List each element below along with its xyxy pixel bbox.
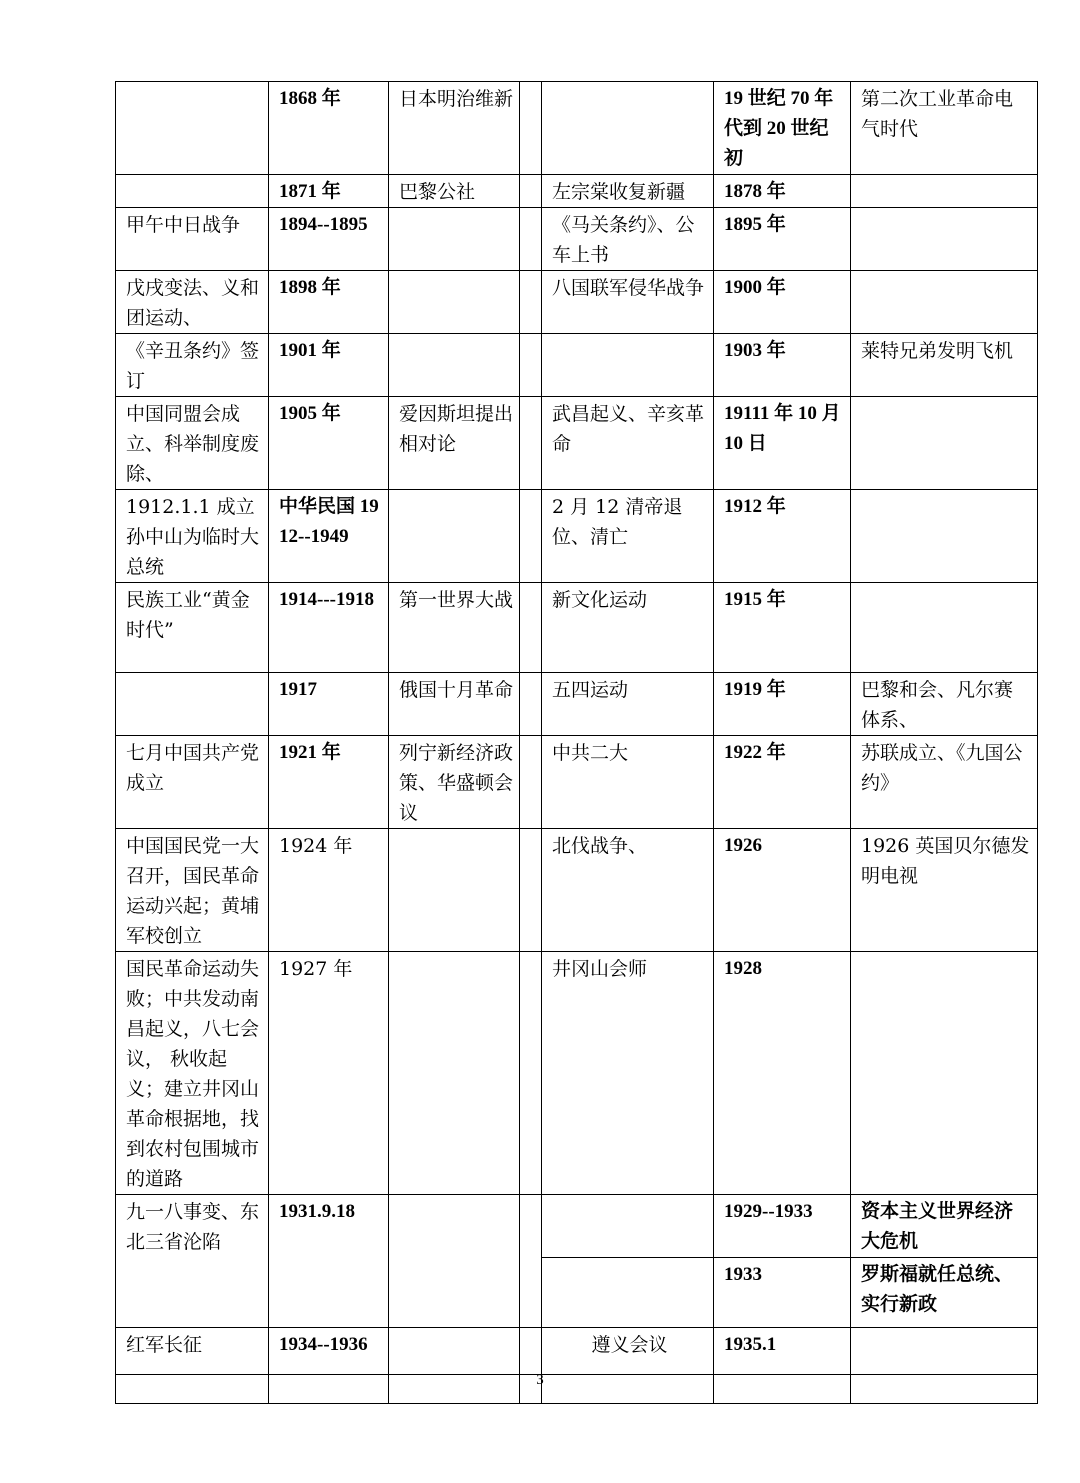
table-cell [851, 583, 1038, 673]
table-row [116, 736, 1038, 829]
table-cell [520, 736, 542, 829]
table-cell: 1934--1936 [269, 1328, 389, 1375]
table-cell [851, 952, 1038, 1195]
table-cell [542, 82, 714, 175]
table-cell [520, 490, 542, 583]
table-cell [520, 271, 542, 334]
table-cell: 1931.9.18 [269, 1195, 389, 1328]
table-cell: 1922 年 [714, 736, 851, 829]
table-row [116, 82, 1038, 175]
table-cell: 1926 [714, 829, 851, 952]
page-number: 3 [536, 1372, 544, 1388]
table-cell: 九一八事变、东北三省沦陷 [116, 1195, 269, 1328]
table-cell [542, 334, 714, 397]
table-cell [542, 1195, 714, 1258]
table-cell: 《辛丑条约》签订 [116, 334, 269, 397]
table-cell: 俄国十月革命 [389, 673, 520, 736]
table-cell: 巴黎和会、凡尔赛体系、 [851, 673, 1038, 736]
table-cell [520, 82, 542, 175]
table-cell: 1868 年 [269, 82, 389, 175]
table-cell: 《马关条约》、公车上书 [542, 208, 714, 271]
table-cell [520, 175, 542, 208]
table-cell: 罗斯福就任总统、实行新政 [851, 1258, 1038, 1328]
table-cell [520, 208, 542, 271]
table-cell: 1912.1.1 成立孙中山为临时大总统 [116, 490, 269, 583]
table-cell: 中国同盟会成立、科举制度废除、 [116, 397, 269, 490]
table-cell: 资本主义世界经济大危机 [851, 1195, 1038, 1258]
table-cell: 日本明治维新 [389, 82, 520, 175]
table-cell: 1901 年 [269, 334, 389, 397]
table-cell: 19 世纪 70 年代到 20 世纪初 [714, 82, 851, 175]
table-cell: 1921 年 [269, 736, 389, 829]
table-row [116, 334, 1038, 397]
table-cell: 1927 年 [269, 952, 389, 1195]
table-cell [389, 271, 520, 334]
table-cell [520, 397, 542, 490]
table-cell: 中共二大 [542, 736, 714, 829]
table-row [116, 397, 1038, 490]
table-cell: 1926 英国贝尔德发明电视 [851, 829, 1038, 952]
table-cell: 1929--1933 [714, 1195, 851, 1258]
table-cell [116, 175, 269, 208]
table-cell: 1917 [269, 673, 389, 736]
table-row [116, 1195, 1038, 1258]
table-cell [116, 82, 269, 175]
table-cell: 1878 年 [714, 175, 851, 208]
table-cell: 第一世界大战 [389, 583, 520, 673]
table-cell: 1919 年 [714, 673, 851, 736]
table-cell: 1928 [714, 952, 851, 1195]
table-row [116, 952, 1038, 1195]
table-cell: 1903 年 [714, 334, 851, 397]
table-cell [389, 952, 520, 1195]
table-cell: 1915 年 [714, 583, 851, 673]
table-cell: 莱特兄弟发明飞机 [851, 334, 1038, 397]
table-cell: 1933 [714, 1258, 851, 1328]
table-row [116, 271, 1038, 334]
table-cell [116, 673, 269, 736]
table-cell: 北伐战争、 [542, 829, 714, 952]
table-cell [520, 673, 542, 736]
table-cell [520, 1195, 542, 1328]
table-row [116, 1328, 1038, 1375]
table-cell [389, 1195, 520, 1328]
table-cell: 1914---1918 [269, 583, 389, 673]
table-cell [851, 1328, 1038, 1375]
table-cell [851, 175, 1038, 208]
table-cell [389, 208, 520, 271]
table-cell: 红军长征 [116, 1328, 269, 1375]
table-cell: 武昌起义、辛亥革命 [542, 397, 714, 490]
table-cell: 民族工业“黄金时代” [116, 583, 269, 673]
history-timeline-table [115, 81, 1038, 1404]
table-cell [520, 334, 542, 397]
table-cell: 左宗棠收复新疆 [542, 175, 714, 208]
table-cell: 国民革命运动失败；中共发动南昌起义，八七会议， 秋收起义；建立井冈山革命根据地，找到农村包围城市的道路 [116, 952, 269, 1195]
table-cell: 1894--1895 [269, 208, 389, 271]
table-cell: 遵义会议 [542, 1328, 714, 1375]
table-cell [520, 952, 542, 1195]
table-cell [542, 1258, 714, 1328]
table-cell [851, 397, 1038, 490]
table-cell: 2 月 12 清帝退位、清亡 [542, 490, 714, 583]
table-row [116, 673, 1038, 736]
table-cell [389, 829, 520, 952]
table-row [116, 208, 1038, 271]
table-cell: 戊戌变法、义和团运动、 [116, 271, 269, 334]
table-cell: 新文化运动 [542, 583, 714, 673]
table-cell: 1924 年 [269, 829, 389, 952]
table-cell: 第二次工业革命电气时代 [851, 82, 1038, 175]
table-cell: 列宁新经济政策、华盛顿会议 [389, 736, 520, 829]
table-cell: 1895 年 [714, 208, 851, 271]
table-cell: 19111 年 10 月 10 日 [714, 397, 851, 490]
table-cell [389, 490, 520, 583]
table-cell: 1898 年 [269, 271, 389, 334]
table-cell: 中国国民党一大召开，国民革命运动兴起；黄埔军校创立 [116, 829, 269, 952]
table-cell: 巴黎公社 [389, 175, 520, 208]
table-cell [851, 208, 1038, 271]
table-cell [520, 583, 542, 673]
table-cell [520, 1328, 542, 1375]
table-cell [389, 1328, 520, 1375]
table-cell: 七月中国共产党成立 [116, 736, 269, 829]
table-row [116, 175, 1038, 208]
table-cell: 井冈山会师 [542, 952, 714, 1195]
table-cell: 八国联军侵华战争 [542, 271, 714, 334]
table-cell: 1912 年 [714, 490, 851, 583]
table-cell [851, 490, 1038, 583]
table-cell: 苏联成立、《九国公约》 [851, 736, 1038, 829]
table-cell [389, 334, 520, 397]
table-cell: 五四运动 [542, 673, 714, 736]
table-cell [851, 271, 1038, 334]
table-cell: 1935.1 [714, 1328, 851, 1375]
table-row [116, 490, 1038, 583]
table-row [116, 583, 1038, 673]
table-cell [520, 829, 542, 952]
table-cell: 1871 年 [269, 175, 389, 208]
table-cell: 甲午中日战争 [116, 208, 269, 271]
table-row [116, 829, 1038, 952]
table-cell: 爱因斯坦提出相对论 [389, 397, 520, 490]
table-cell: 1900 年 [714, 271, 851, 334]
table-cell: 中华民国 1912--1949 [269, 490, 389, 583]
table-cell: 1905 年 [269, 397, 389, 490]
